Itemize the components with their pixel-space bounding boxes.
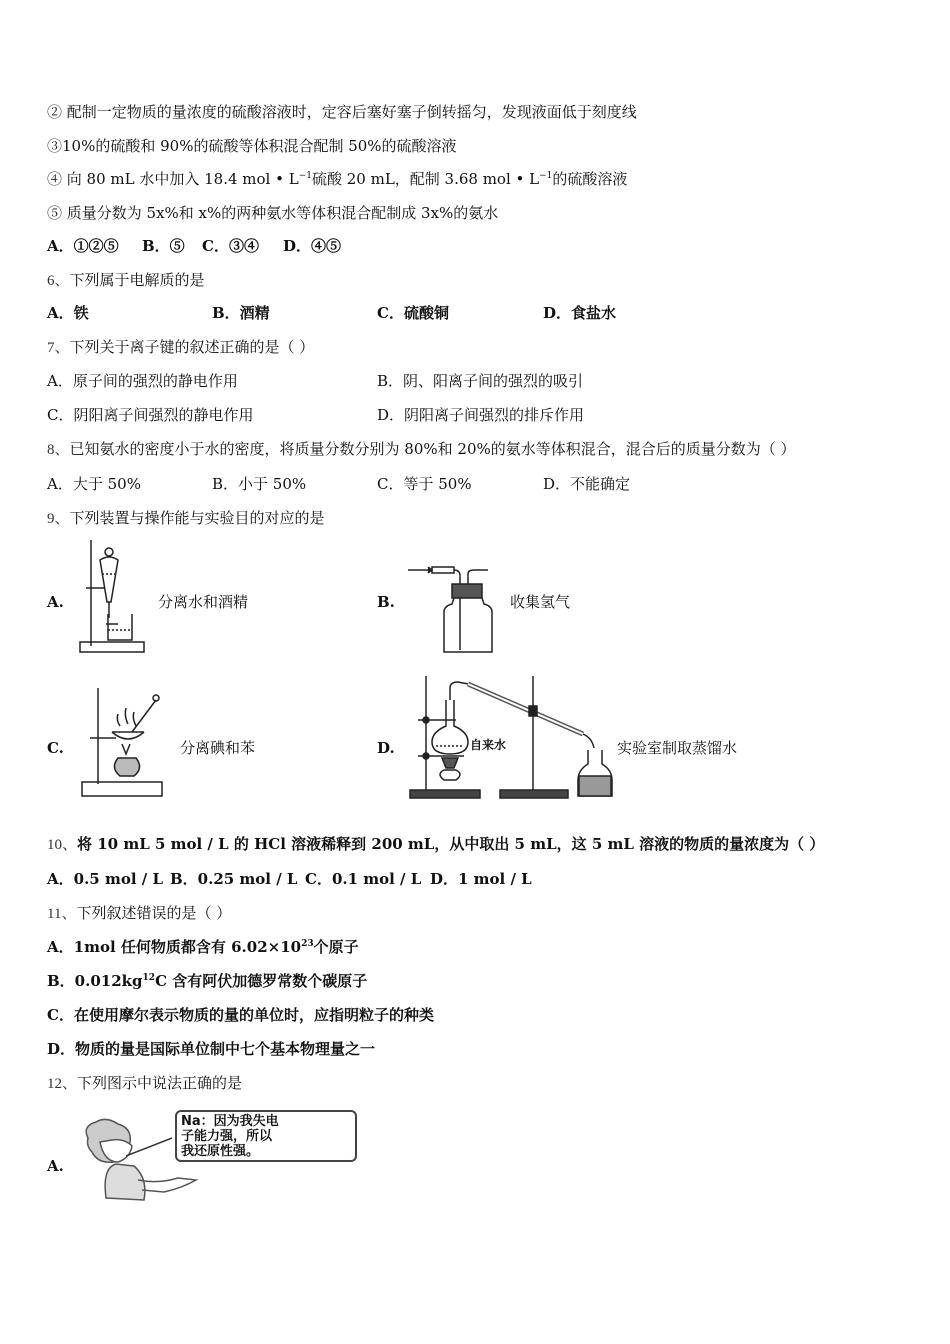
question-stem: 下列关于离子键的叙述正确的是（ ） [69,338,315,356]
q7-option-a: A．原子间的强烈的静电作用 [47,372,238,390]
q8-option-a: A．大于 50% [47,475,141,493]
q5-item-2: ② 配制一定物质的量浓度的硫酸溶液时，定容后塞好塞子倒转摇匀，发现液面低于刻度线 [47,103,637,121]
superscript: 23 [301,939,314,949]
question-number: 12、 [47,1076,78,1092]
q11-option-a-part2: 个原子 [313,938,359,956]
q5-option-a: A．①②⑤ [47,237,119,255]
q5-item-5: ⑤ 质量分数为 5x%和 x%的两种氨水等体积混合配制成 3x%的氨水 [47,204,499,222]
q9-option-c-text: 分离碘和苯 [180,739,256,757]
q8-option-b: B．小于 50% [212,475,307,493]
q6-option-c: C．硫酸铜 [377,304,449,322]
q11-option-d: D．物质的量是国际单位制中七个基本物理量之一 [47,1040,376,1058]
q12-option-a-label: A. [47,1157,64,1175]
q6-option-a: A．铁 [47,304,89,322]
q11-option-b [47,971,367,991]
q9-option-d-label: D. [377,739,395,757]
q5-item-4 [47,169,627,189]
q9-option-a-text: 分离水和酒精 [158,593,249,611]
q8-option-d: D．不能确定 [543,475,631,493]
q7-option-b: B．阴、阳离子间的强烈的吸引 [377,372,584,390]
q5-item-4-part-a: ④ 向 80 mL 水中加入 18.4 mol • L [47,170,299,188]
superscript: 12 [142,973,156,983]
q5-item-3: ③10%的硫酸和 90%的硫酸等体积混合配制 50%的硫酸溶液 [47,137,457,155]
q10-option-b: B．0.25 mol / L [170,870,298,888]
question-number: 7、 [47,340,70,356]
q10-option-c: C．0.1 mol / L [305,870,422,888]
q11-option-a-part1: A．1mol 任何物质都含有 6.02×10 [47,938,302,956]
q8-option-c: C．等于 50% [377,475,472,493]
question-stem: 已知氨水的密度小于水的密度，将质量分数分别为 80%和 20%的氨水等体积混合，混合后的质量分数为（ ） [69,440,796,458]
q9-option-c-label: C. [47,739,64,757]
evaporating-dish-figure [80,684,166,800]
q5-option-d: D．④⑤ [283,237,342,255]
question-10 [47,834,824,855]
q11-option-b-part1: B．0.012kg [47,972,143,990]
q5-option-c: C．③④ [202,237,259,255]
q11-option-b-part2: C 含有阿伏加德罗常数个碳原子 [155,972,368,990]
question-7 [47,337,314,358]
gas-collecting-bottle-figure [408,560,500,656]
bubble-line-3: 我还原性强。 [181,1144,260,1159]
q5-option-b: B．⑤ [142,237,185,255]
question-number: 11、 [47,906,77,922]
question-stem: 下列装置与操作能与实验目的对应的是 [69,509,325,527]
q10-option-a: A．0.5 mol / L [47,870,164,888]
question-stem: 下列属于电解质的是 [69,271,205,289]
distillation-apparatus-figure [408,670,618,802]
superscript: −1 [298,171,312,181]
q9-option-b-label: B. [377,593,395,611]
q6-option-d: D．食盐水 [543,304,617,322]
q9-option-a-label: A. [47,593,64,611]
separatory-funnel-figure [78,538,148,654]
question-stem: 将 10 mL 5 mol / L 的 HCl 溶液稀释到 200 mL，从中取出 5 mL，这 5 mL 溶液的物质的量浓度为（ ） [77,835,825,853]
q5-item-4-part-c: 的硫酸溶液 [552,170,628,188]
q10-option-d: D．1 mol / L [430,870,532,888]
q7-option-d: D．阴阳离子间强烈的排斥作用 [377,406,585,424]
question-number: 8、 [47,442,70,458]
question-stem: 下列叙述错误的是（ ） [76,904,232,922]
question-number: 10、 [47,837,78,853]
q9-option-d-text: 实验室制取蒸馏水 [617,739,738,757]
q6-option-b: B．酒精 [212,304,270,322]
question-number: 6、 [47,273,70,289]
question-11 [47,903,231,924]
speech-bubble [175,1110,357,1162]
question-8 [47,439,796,460]
bubble-line-2: 子能力强，所以 [181,1129,273,1144]
question-6 [47,270,205,291]
q5-item-4-part-b: 硫酸 20 mL，配制 3.68 mol • L [311,170,540,188]
bubble-line-1: Na：因为我失电 [181,1114,279,1129]
question-12 [47,1073,242,1094]
question-9 [47,508,325,529]
question-stem: 下列图示中说法正确的是 [77,1074,243,1092]
tap-water-label: 自来水 [470,738,507,752]
superscript: −1 [539,171,553,181]
q11-option-a [47,937,359,957]
question-number: 9、 [47,511,70,527]
q9-option-b-text: 收集氢气 [510,593,571,611]
q7-option-c: C．阴阳离子间强烈的静电作用 [47,406,254,424]
q11-option-c: C．在使用摩尔表示物质的量的单位时，应指明粒子的种类 [47,1006,434,1024]
